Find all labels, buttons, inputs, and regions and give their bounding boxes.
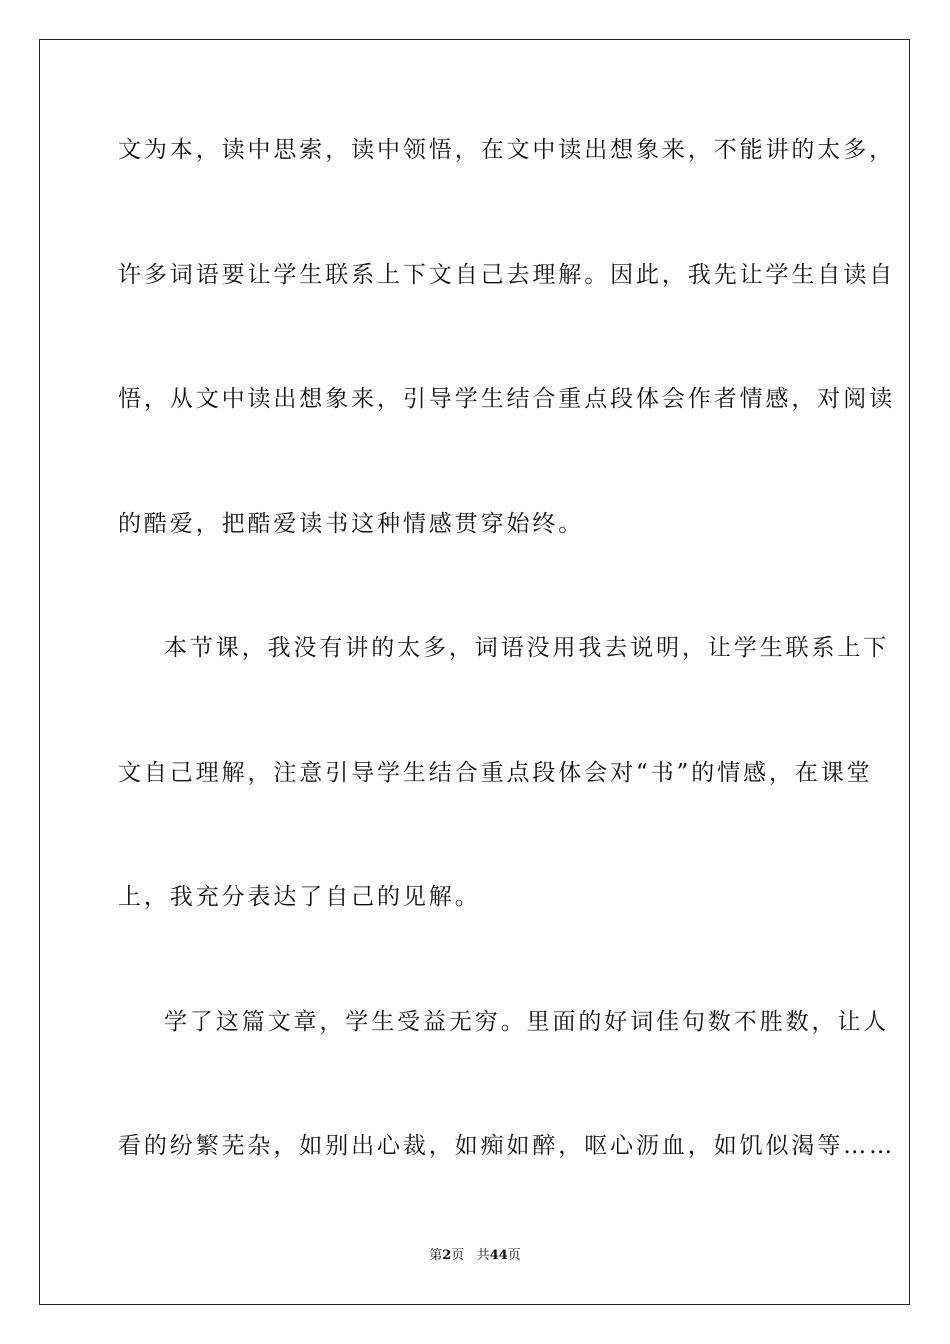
body-text-line: 的酷爱，把酷爱读书这种情感贯穿始终。 xyxy=(118,511,585,537)
body-text-line: 许多词语要让学生联系上下文自己去理解。因此，我先让学生自读自 xyxy=(118,262,895,288)
body-text-line: 文自己理解，注意引导学生结合重点段体会对“书”的情感，在课堂 xyxy=(118,760,873,786)
footer-total-pages: 44 xyxy=(489,1248,508,1263)
paragraph-first-line: 学了这篇文章，学生受益无穷。里面的好词佳句数不胜数，让人 xyxy=(164,1009,890,1035)
page-frame xyxy=(39,39,910,1305)
body-text-line: 文为本，读中思索，读中领悟，在文中读出想象来，不能讲的太多， xyxy=(118,137,895,163)
page-footer xyxy=(0,1247,950,1265)
body-text-line: 上，我充分表达了自己的见解。 xyxy=(118,884,481,910)
footer-total-suffix: 页 xyxy=(507,1248,521,1263)
body-text-line: 悟，从文中读出想象来，引导学生结合重点段体会作者情感，对阅读 xyxy=(118,386,895,412)
paragraph-first-line: 本节课，我没有讲的太多，词语没用我去说明，让学生联系上下 xyxy=(164,635,890,661)
footer-total-prefix: 共 xyxy=(476,1248,490,1263)
body-text-line: 看的纷繁芜杂，如别出心裁，如痴如醉，呕心沥血，如饥似渴等…… xyxy=(118,1133,895,1159)
footer-page-suffix: 页 xyxy=(451,1248,465,1263)
footer-page-prefix: 第 xyxy=(429,1248,443,1263)
footer-page-number: 2 xyxy=(442,1248,452,1263)
